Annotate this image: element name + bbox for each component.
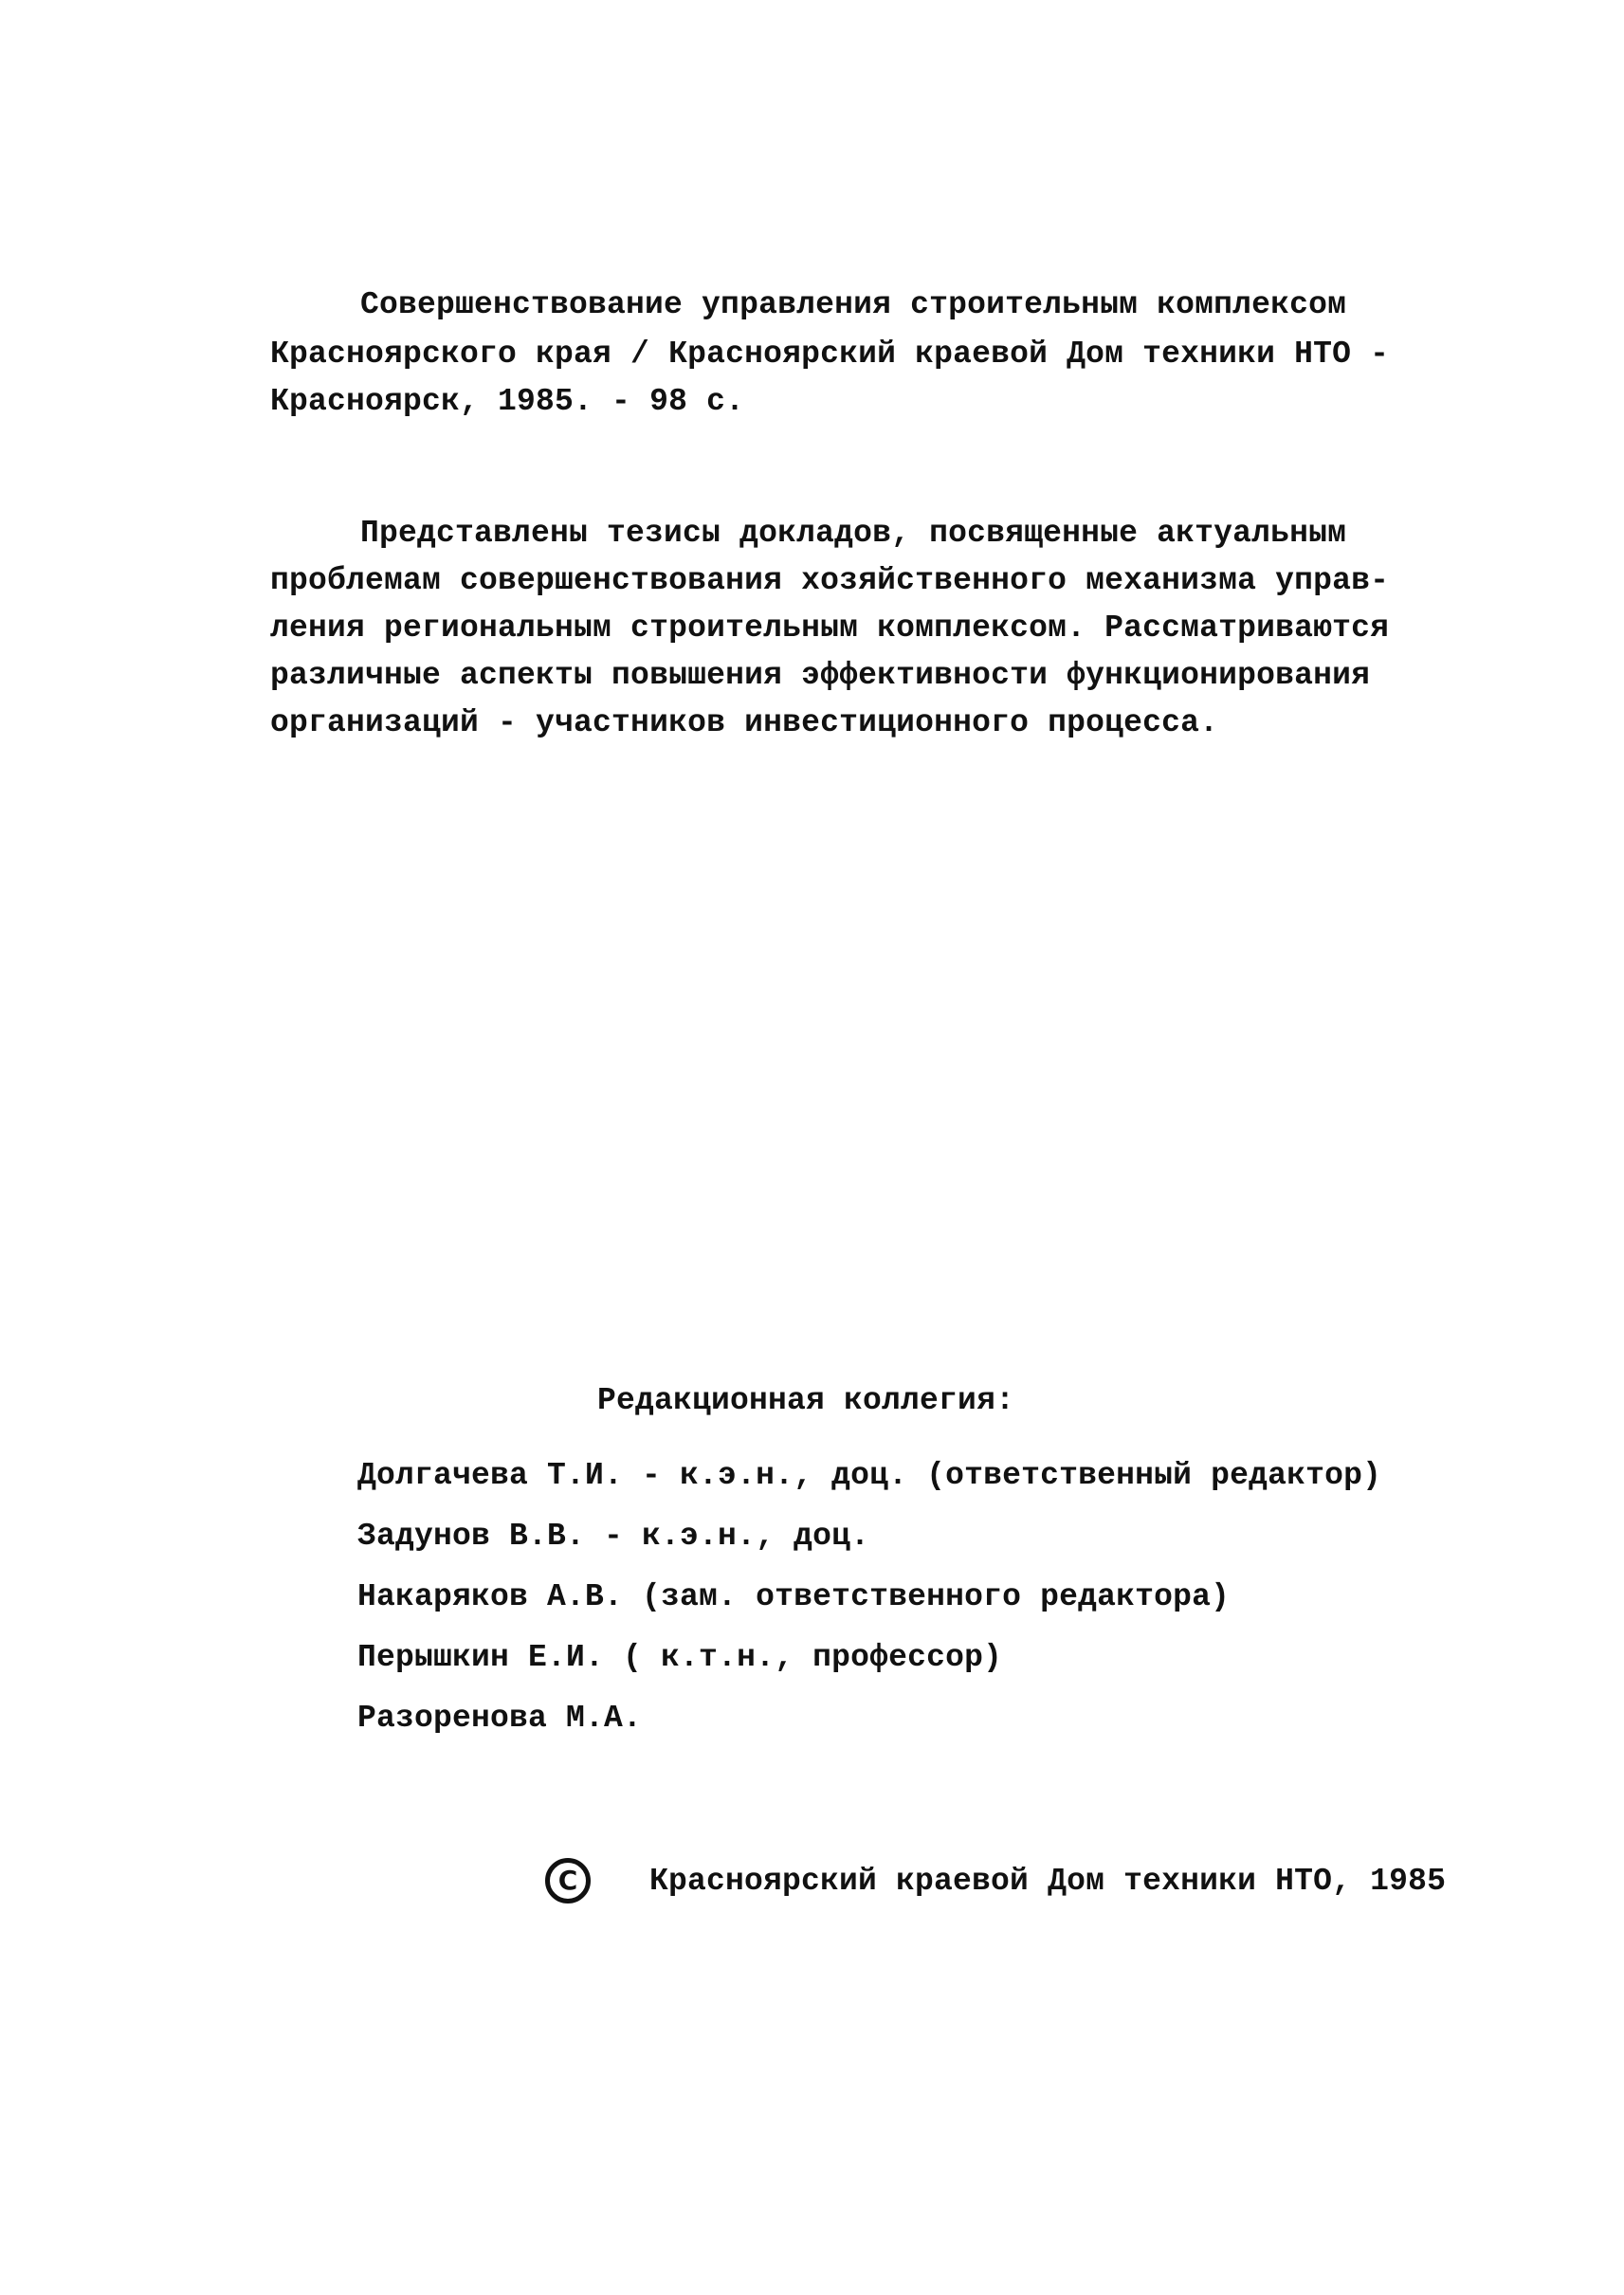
editorial-board-member: Задунов В.В. - к.э.н., доц. [357, 1519, 870, 1554]
editorial-board-member: Долгачева Т.И. - к.э.н., доц. (ответственный редактор) [357, 1458, 1382, 1493]
abstract-line-1: Представлены тезисы докладов, посвященные актуальным [360, 516, 1347, 551]
editorial-board-member: Накаряков А.В. (зам. ответственного редактора) [357, 1579, 1231, 1614]
abstract-line-5: организаций - участников инвестиционного процесса. [270, 705, 1219, 740]
abstract-line-3: ления региональным строительным комплексом. Рассматриваются [270, 610, 1390, 646]
bibliographic-line-3: Красноярск, 1985. - 98 с. [270, 384, 745, 419]
bibliographic-line-2: Красноярского края / Красноярский краевой Дом техники НТО - [270, 337, 1390, 372]
editorial-board-member: Перышкин Е.И. ( к.т.н., профессор) [357, 1640, 1003, 1675]
copyright-icon: C [545, 1858, 591, 1903]
bibliographic-line-1: Совершенствование управления строительным комплексом [360, 287, 1347, 322]
editorial-board-member: Разоренова М.А. [357, 1701, 643, 1736]
abstract-line-4: различные аспекты повышения эффективности функционирования [270, 658, 1371, 693]
abstract-line-2: проблемам совершенствования хозяйственного механизма управ- [270, 563, 1390, 598]
editorial-board-heading: Редакционная коллегия: [597, 1383, 1015, 1418]
copyright-text: Красноярский краевой Дом техники НТО, 1985 [649, 1864, 1447, 1899]
